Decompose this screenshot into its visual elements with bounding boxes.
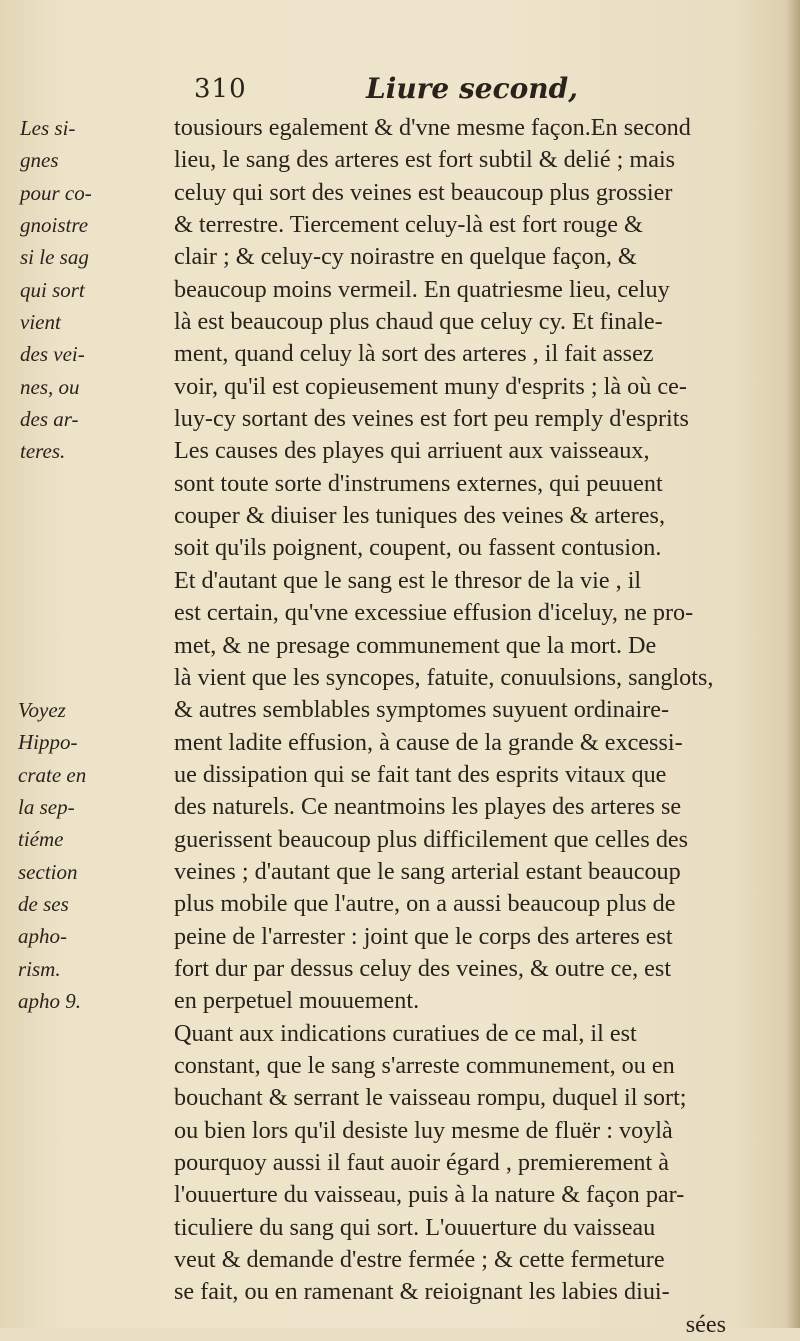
text-line: en perpetuel mouuement.	[174, 987, 420, 1015]
text-line: ou bien lors qu'il desiste luy mesme de fluër : voylà	[174, 1116, 673, 1144]
text-line: luy-cy sortant des veines est fort peu remply d'esprits	[174, 405, 689, 433]
text-line: veines ; d'autant que le sang arterial estant beaucoup	[174, 857, 681, 885]
page-binding-edge	[786, 0, 800, 1328]
text-line: constant, que le sang s'arreste communement, ou en	[174, 1051, 675, 1079]
text-line: ue dissipation qui se fait tant des esprits vitaux que	[174, 760, 667, 788]
margin-note-line: des ar-	[20, 407, 79, 432]
margin-note-line: pour co-	[20, 180, 92, 205]
margin-note-line: apho-	[18, 924, 67, 949]
margin-note	[18, 694, 186, 1017]
text-line: veut & demande d'estre fermée ; & cette fermeture	[174, 1246, 665, 1274]
text-line: met, & ne presage communement que la mort. De	[174, 631, 657, 659]
text-line: est certain, qu'vne excessiue effusion d'iceluy, ne pro-	[174, 599, 694, 627]
text-line: clair ; & celuy-cy noirastre en quelque façon, &	[174, 243, 637, 271]
text-line: soit qu'ils poignent, coupent, ou fassent contusion.	[174, 534, 662, 562]
text-line: Et d'autant que le sang est le thresor de la vie , il	[174, 566, 642, 594]
margin-note-line: des vei-	[20, 342, 85, 367]
margin-note-line: Les si-	[20, 116, 76, 140]
text-line: lieu, le sang des arteres est fort subtil & delié ; mais	[174, 146, 676, 174]
page-number: 310	[194, 74, 247, 104]
text-line: ticuliere du sang qui sort. L'ouuerture du vaisseau	[174, 1213, 656, 1241]
body-text	[174, 112, 786, 1341]
text-line: plus mobile que l'autre, on a aussi beaucoup plus de	[174, 890, 676, 918]
margin-note-line: Voyez	[18, 698, 66, 722]
text-line: guerissent beaucoup plus difficilement que celles des	[174, 825, 689, 853]
text-line: se fait, ou en ramenant & reioignant les labies diui-	[174, 1278, 670, 1306]
text-line: ment ladite effusion, à cause de la grande & excessi-	[174, 728, 683, 756]
margin-note-line: crate en	[18, 762, 87, 787]
text-line: couper & diuiser les tuniques des veines & arteres,	[174, 502, 666, 530]
text-line: tousiours egalement & d'vne mesme façon.En second	[174, 114, 691, 141]
margin-note-line: gnes	[20, 148, 59, 173]
running-title: Liure second,	[366, 72, 578, 105]
margin-note	[20, 112, 188, 468]
text-line: pourquoy aussi il faut auoir égard , premierement à	[174, 1149, 670, 1176]
margin-note-line: rism.	[18, 956, 61, 981]
margin-note-line: si le sag	[20, 245, 89, 270]
margin-note-line: apho 9.	[18, 989, 81, 1014]
text-line: des naturels. Ce neantmoins les playes des arteres se	[174, 793, 682, 821]
text-line: & terrestre. Tiercement celuy-là est fort rouge &	[174, 211, 643, 239]
margin-note-line: nes, ou	[20, 374, 80, 399]
text-line: voir, qu'il est copieusement muny d'esprits ; là où ce-	[174, 372, 687, 400]
page-header	[194, 68, 794, 114]
text-line: ment, quand celuy là sort des arteres , il fait assez	[174, 340, 654, 368]
text-line: fort dur par dessus celuy des veines, & outre ce, est	[174, 954, 672, 982]
text-line: sées	[685, 1310, 726, 1338]
text-line: & autres semblables symptomes suyuent ordinaire-	[174, 696, 670, 724]
margin-note-line: section	[18, 859, 78, 884]
margin-note-line: de ses	[18, 892, 69, 917]
text-line: là est beaucoup plus chaud que celuy cy. Et finale-	[174, 308, 663, 336]
text-line: Les causes des playes qui arriuent aux vaisseaux,	[174, 437, 650, 465]
margin-note-line: vient	[20, 310, 61, 335]
text-line: là vient que les syncopes, fatuite, conuulsions, sanglots,	[174, 663, 714, 691]
text-line: peine de l'arrester : joint que le corps des arteres est	[174, 922, 673, 950]
margin-note-line: Hippo-	[18, 730, 78, 755]
text-line: Quant aux indications curatiues de ce mal, il est	[174, 1019, 637, 1047]
text-line: sont toute sorte d'instrumens externes, qui peuuent	[174, 469, 663, 497]
text-line: l'ouuerture du vaisseau, puis à la nature & façon par-	[174, 1181, 685, 1209]
text-line: beaucoup moins vermeil. En quatriesme lieu, celuy	[174, 275, 670, 303]
margin-note-line: qui sort	[20, 277, 85, 302]
margin-note-line: tiéme	[18, 827, 64, 852]
margin-note-line: la sep-	[18, 795, 75, 820]
text-line: bouchant & serrant le vaisseau rompu, duquel il sort;	[174, 1084, 687, 1112]
text-line: celuy qui sort des veines est beaucoup plus grossier	[174, 178, 673, 206]
margin-note-line: gnoistre	[20, 213, 89, 238]
margin-note-line: teres.	[20, 439, 66, 464]
